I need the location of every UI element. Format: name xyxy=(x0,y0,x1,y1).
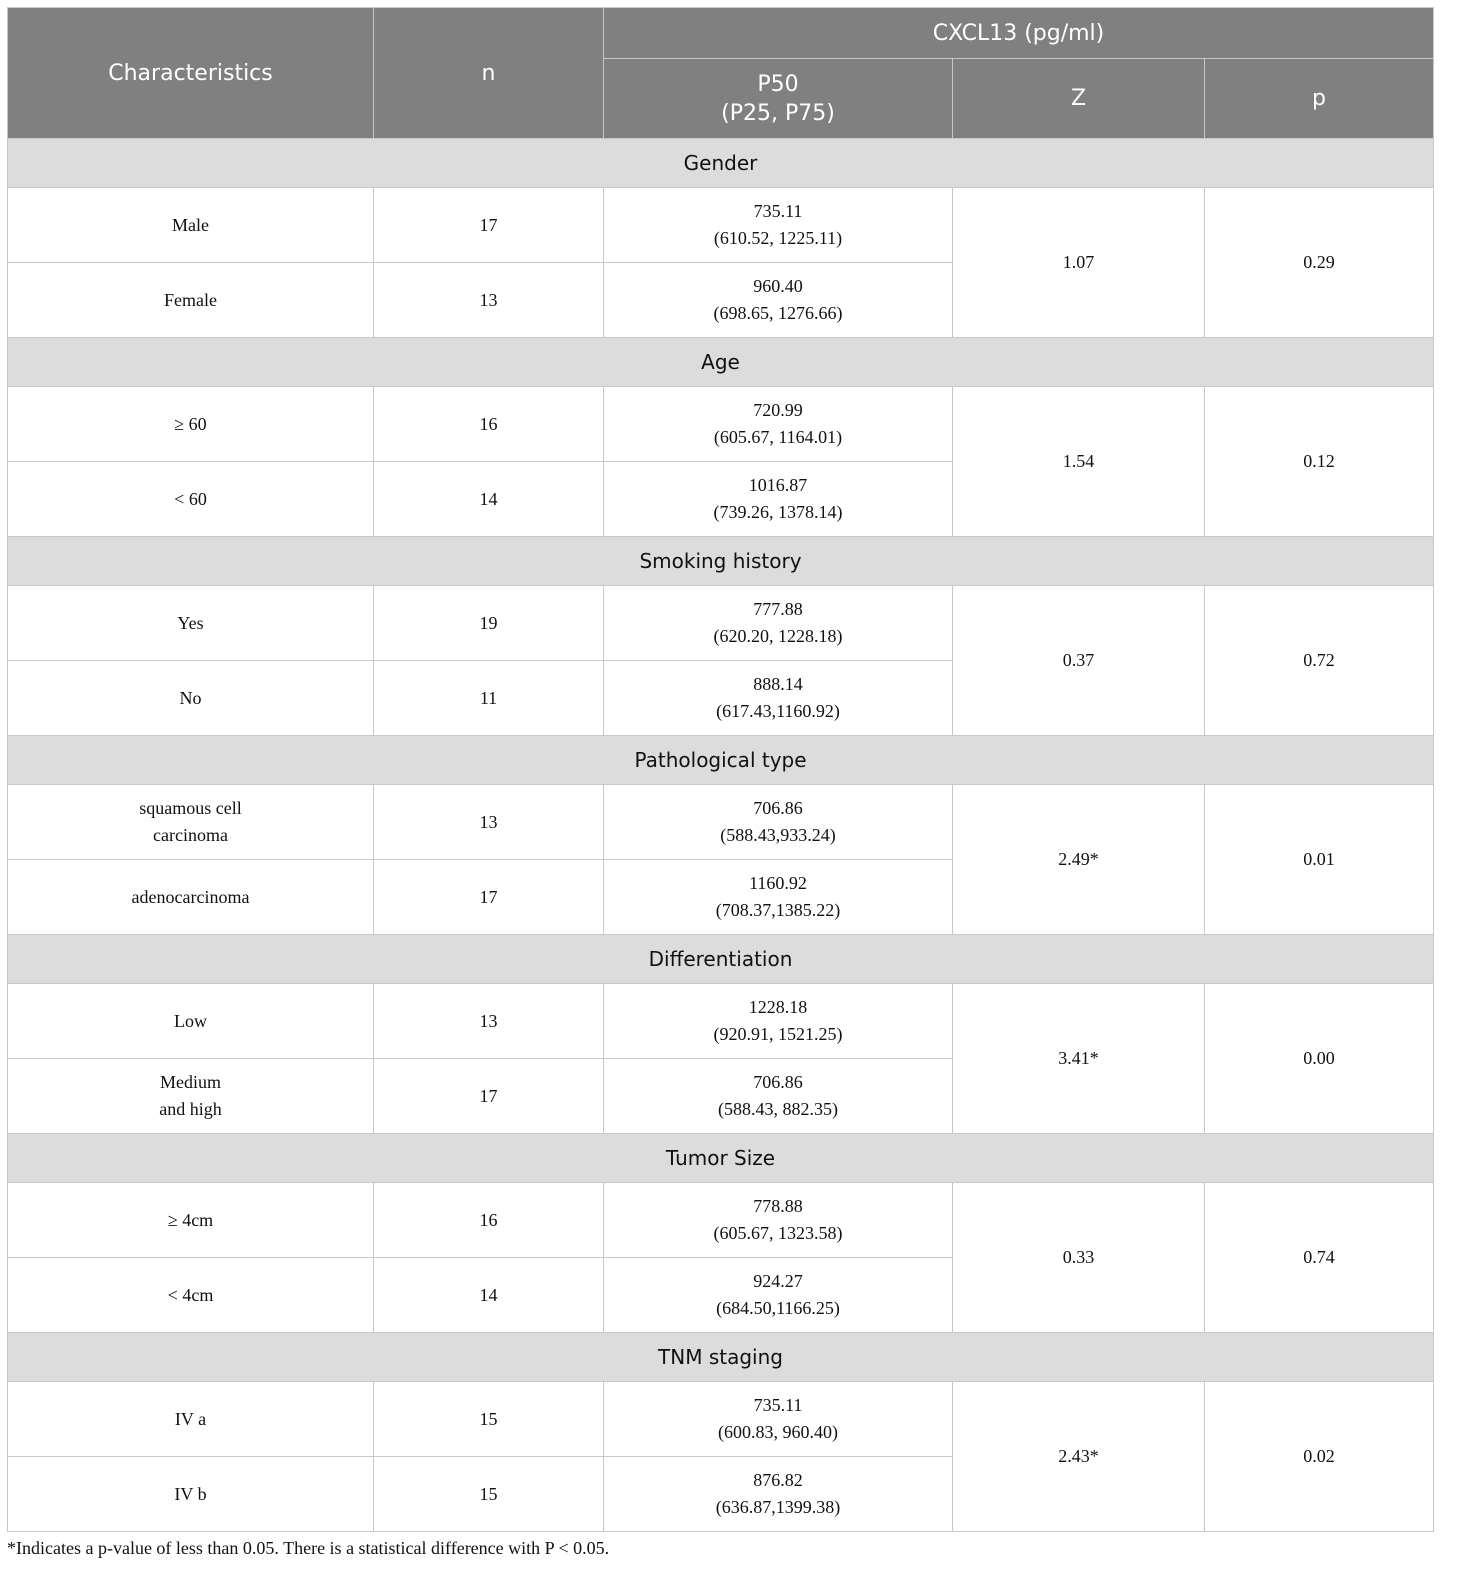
characteristic-label: No xyxy=(179,687,202,708)
characteristic-label: ≥ 60 xyxy=(174,413,207,434)
table-row xyxy=(8,387,1434,462)
section-header-row xyxy=(8,736,1434,785)
median-value: 706.86 xyxy=(753,1072,803,1092)
median-value: 1016.87 xyxy=(748,475,808,495)
median-value: 1228.18 xyxy=(748,997,808,1017)
characteristic-label: IV a xyxy=(174,1408,207,1429)
section-title: Differentiation xyxy=(8,935,1434,984)
section-header-row xyxy=(8,338,1434,387)
section-title: Smoking history xyxy=(8,537,1434,586)
n-cell: 13 xyxy=(374,984,604,1059)
iqr-value: (617.43,1160.92) xyxy=(716,701,840,721)
characteristic-cell xyxy=(8,263,374,338)
p-value-cell: 0.74 xyxy=(1205,1183,1434,1333)
p-value-cell: 0.02 xyxy=(1205,1382,1434,1532)
section-title: TNM staging xyxy=(8,1333,1434,1382)
median-iqr-cell xyxy=(604,661,953,736)
characteristic-label: Medium xyxy=(160,1072,221,1092)
iqr-value: (620.20, 1228.18) xyxy=(713,626,843,646)
median-iqr-cell xyxy=(604,263,953,338)
n-cell: 15 xyxy=(374,1382,604,1457)
table-body xyxy=(8,139,1434,1532)
table-row xyxy=(8,1382,1434,1457)
p-value-cell: 0.12 xyxy=(1205,387,1434,537)
characteristic-label: and high xyxy=(159,1099,222,1119)
median-iqr-cell xyxy=(604,387,953,462)
n-cell: 17 xyxy=(374,188,604,263)
n-cell: 14 xyxy=(374,1258,604,1333)
median-value: 1160.92 xyxy=(749,873,807,893)
characteristic-cell xyxy=(8,860,374,935)
p-value-cell: 0.01 xyxy=(1205,785,1434,935)
header-z: Z xyxy=(953,59,1205,139)
median-value: 777.88 xyxy=(753,599,803,619)
iqr-value: (708.37,1385.22) xyxy=(715,900,841,920)
z-value-cell: 1.54 xyxy=(953,387,1205,537)
median-value: 735.11 xyxy=(753,201,803,221)
median-iqr-cell xyxy=(604,188,953,263)
table-row xyxy=(8,785,1434,860)
header-p50-line2: (P25, P75) xyxy=(721,100,835,126)
median-value: 924.27 xyxy=(753,1271,803,1291)
characteristic-label: < 60 xyxy=(174,488,207,509)
median-value: 888.14 xyxy=(753,674,803,694)
section-header-row xyxy=(8,537,1434,586)
n-cell: 16 xyxy=(374,1183,604,1258)
header-p50-line1: P50 xyxy=(757,71,799,97)
p-value-cell: 0.00 xyxy=(1205,984,1434,1134)
characteristic-cell xyxy=(8,1183,374,1258)
z-value-cell: 1.07 xyxy=(953,188,1205,338)
n-cell: 17 xyxy=(374,1059,604,1134)
header-p50 xyxy=(604,59,953,139)
characteristic-label: Yes xyxy=(177,612,204,633)
z-value-cell: 0.37 xyxy=(953,586,1205,736)
iqr-value: (739.26, 1378.14) xyxy=(713,502,843,522)
iqr-value: (605.67, 1164.01) xyxy=(713,427,843,447)
median-value: 960.40 xyxy=(753,276,803,296)
iqr-value: (698.65, 1276.66) xyxy=(713,303,843,323)
p-value-cell: 0.29 xyxy=(1205,188,1434,338)
median-value: 720.99 xyxy=(753,400,803,420)
iqr-value: (610.52, 1225.11) xyxy=(713,228,843,248)
median-value: 706.86 xyxy=(753,798,803,818)
iqr-value: (636.87,1399.38) xyxy=(715,1497,841,1517)
characteristic-label: < 4cm xyxy=(167,1284,214,1305)
cxcl13-characteristics-table xyxy=(7,7,1434,1532)
header-cxcl13-group: CXCL13 (pg/ml) xyxy=(604,8,1434,59)
characteristic-label: IV b xyxy=(174,1483,207,1504)
characteristic-cell xyxy=(8,661,374,736)
median-value: 735.11 xyxy=(753,1395,803,1415)
median-iqr-cell xyxy=(604,984,953,1059)
header-p: p xyxy=(1205,59,1434,139)
characteristic-cell xyxy=(8,188,374,263)
characteristic-cell xyxy=(8,785,374,860)
characteristic-label: adenocarcinoma xyxy=(131,886,250,907)
characteristic-cell xyxy=(8,984,374,1059)
characteristic-label: Female xyxy=(164,289,217,310)
section-title: Pathological type xyxy=(8,736,1434,785)
table-row xyxy=(8,1183,1434,1258)
characteristic-label: squamous cell xyxy=(139,798,242,818)
iqr-value: (600.83, 960.40) xyxy=(718,1422,838,1442)
n-cell: 16 xyxy=(374,387,604,462)
characteristic-cell xyxy=(8,1457,374,1532)
iqr-value: (588.43,933.24) xyxy=(720,825,836,845)
section-header-row xyxy=(8,139,1434,188)
section-header-row xyxy=(8,1333,1434,1382)
p-value-cell: 0.72 xyxy=(1205,586,1434,736)
characteristic-cell xyxy=(8,462,374,537)
header-characteristics: Characteristics xyxy=(8,8,374,139)
characteristic-label: Male xyxy=(172,214,209,235)
n-cell: 11 xyxy=(374,661,604,736)
header-n: n xyxy=(374,8,604,139)
section-title: Age xyxy=(8,338,1434,387)
n-cell: 13 xyxy=(374,263,604,338)
table-footnote: *Indicates a p-value of less than 0.05. There is a statistical difference with P < 0.05. xyxy=(7,1538,610,1558)
table-row xyxy=(8,984,1434,1059)
n-cell: 19 xyxy=(374,586,604,661)
characteristic-cell xyxy=(8,387,374,462)
z-value-cell: 0.33 xyxy=(953,1183,1205,1333)
z-value-cell: 2.43* xyxy=(953,1382,1205,1532)
median-value: 876.82 xyxy=(753,1470,803,1490)
section-title: Tumor Size xyxy=(8,1134,1434,1183)
z-value-cell: 3.41* xyxy=(953,984,1205,1134)
characteristic-label: Low xyxy=(174,1010,207,1031)
iqr-value: (588.43, 882.35) xyxy=(718,1099,838,1119)
median-iqr-cell xyxy=(604,1059,953,1134)
median-iqr-cell xyxy=(604,1457,953,1532)
characteristic-cell xyxy=(8,1059,374,1134)
n-cell: 15 xyxy=(374,1457,604,1532)
n-cell: 17 xyxy=(374,860,604,935)
section-header-row xyxy=(8,935,1434,984)
median-iqr-cell xyxy=(604,1382,953,1457)
iqr-value: (920.91, 1521.25) xyxy=(713,1024,843,1044)
median-iqr-cell xyxy=(604,785,953,860)
characteristic-label: carcinoma xyxy=(153,825,228,845)
characteristic-cell xyxy=(8,1382,374,1457)
section-title: Gender xyxy=(8,139,1434,188)
median-iqr-cell xyxy=(604,1183,953,1258)
table-row xyxy=(8,586,1434,661)
median-iqr-cell xyxy=(604,586,953,661)
n-cell: 14 xyxy=(374,462,604,537)
characteristic-cell xyxy=(8,1258,374,1333)
median-iqr-cell xyxy=(604,1258,953,1333)
iqr-value: (684.50,1166.25) xyxy=(716,1298,840,1318)
median-value: 778.88 xyxy=(753,1196,803,1216)
iqr-value: (605.67, 1323.58) xyxy=(713,1223,843,1243)
characteristic-label: ≥ 4cm xyxy=(167,1209,214,1230)
n-cell: 13 xyxy=(374,785,604,860)
table-row xyxy=(8,188,1434,263)
median-iqr-cell xyxy=(604,462,953,537)
section-header-row xyxy=(8,1134,1434,1183)
z-value-cell: 2.49* xyxy=(953,785,1205,935)
median-iqr-cell xyxy=(604,860,953,935)
characteristic-cell xyxy=(8,586,374,661)
